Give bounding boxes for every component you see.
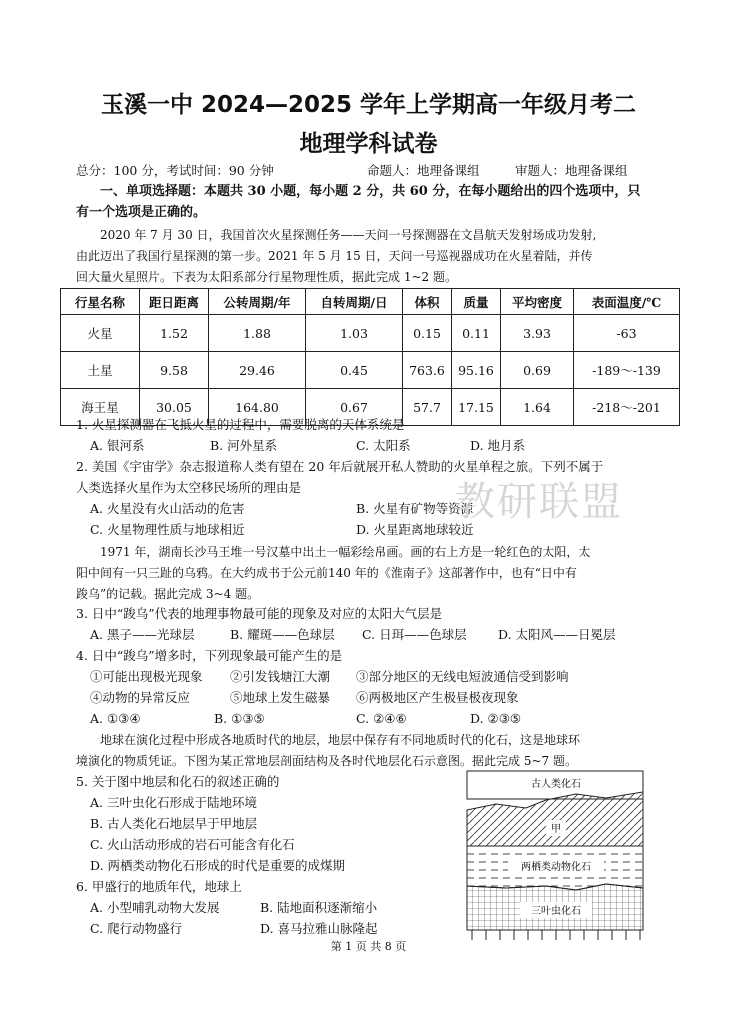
exam-author: 命题人：地理备课组 [367, 163, 480, 178]
table-cell: 1.64 [501, 389, 574, 426]
table-cell: 1.88 [209, 315, 306, 352]
q6-stem: 6. 甲盛行的地质年代，地球上 [76, 879, 242, 894]
q5-stem: 5. 关于图中地层和化石的叙述正确的 [76, 774, 280, 789]
table-cell: 29.46 [209, 352, 306, 389]
label-amphibian-fossil: 两栖类动物化石 [521, 862, 591, 873]
table-cell: 火星 [61, 315, 140, 352]
q6-option-c: C. 爬行动物盛行 [90, 921, 183, 936]
exam-subtitle: 地理学科试卷 [299, 131, 438, 157]
table-cell: 0.45 [306, 352, 403, 389]
q5-option-c: C. 火山活动形成的岩石可能含有化石 [90, 837, 295, 852]
intro3-line2: 境演化的物质凭证。下图为某正常地层剖面结构及各时代地层化石示意图。据此完成 5~7 题。 [76, 754, 577, 768]
table-cell: 164.80 [209, 389, 306, 426]
planet-table [60, 288, 680, 426]
exam-info-left: 总分：100 分，考试时间：90 分钟 [76, 163, 274, 178]
table-header-row [61, 289, 680, 315]
q5-option-a: A. 三叶虫化石形成于陆地环境 [90, 795, 257, 810]
q1-option-b: B. 河外星系 [210, 438, 278, 453]
q4-statement-3: ③部分地区的无线电短波通信受到影响 [356, 669, 569, 684]
q4-option-b: B. ①③⑤ [214, 711, 265, 726]
intro2-line2: 阳中间有一只三趾的乌鸦。在大约成书于公元前140 年的《淮南子》这部著作中，也有“日中有 [76, 566, 577, 580]
q2-option-b: B. 火星有矿物等资源 [356, 501, 474, 516]
table-cell: 1.52 [140, 315, 209, 352]
q1-option-c: C. 太阳系 [356, 438, 411, 453]
q6-option-d: D. 喜马拉雅山脉隆起 [260, 921, 378, 936]
q4-option-d: D. ②③⑤ [470, 711, 522, 726]
intro1-line2: 由此迈出了我国行星探测的第一步。2021 年 5 月 15 日，天问一号巡视器成功在火星着陆，并传 [76, 249, 593, 263]
table-cell: -189～-139 [574, 352, 680, 389]
q1-option-a: A. 银河系 [90, 438, 145, 453]
q2-stem-l2: 人类选择火星作为太空移民场所的理由是 [76, 480, 302, 495]
q6-option-b: B. 陆地面积逐渐缩小 [260, 900, 378, 915]
q3-option-b: B. 耀斑——色球层 [230, 627, 335, 642]
q3-option-d: D. 太阳风——日冕层 [498, 627, 616, 642]
table-header: 自转周期/日 [306, 289, 403, 315]
table-cell: -218～-201 [574, 389, 680, 426]
exam-reviewer: 审题人：地理备课组 [515, 163, 628, 178]
intro1-line1: 2020 年 7 月 30 日，我国首次火星探测任务——天问一号探测器在文昌航天发射场成功发射, [100, 228, 597, 242]
q4-stem: 4. 日中“踆乌”增多时，下列现象最可能产生的是 [76, 648, 343, 663]
intro2-line3: 踆乌”的记载。据此完成 3~4 题。 [76, 587, 260, 601]
table-cell: 0.11 [452, 315, 501, 352]
table-cell: 763.6 [403, 352, 452, 389]
q4-option-a: A. ①③④ [90, 711, 141, 726]
q4-statement-6: ⑥两极地区产生极昼极夜现象 [356, 690, 519, 705]
stratum-jia [467, 792, 643, 846]
table-cell: 0.69 [501, 352, 574, 389]
intro1-line3: 回大量火星照片。下表为太阳系部分行星物理性质，据此完成 1~2 题。 [76, 270, 457, 284]
table-header: 行星名称 [61, 289, 140, 315]
table-cell: 海王星 [61, 389, 140, 426]
q4-statement-5: ⑤地球上发生磁暴 [230, 690, 331, 705]
table-header: 质量 [452, 289, 501, 315]
table-header: 表面温度/℃ [574, 289, 680, 315]
table-header: 公转周期/年 [209, 289, 306, 315]
watermark: 教研联盟 [455, 479, 623, 525]
label-jia: 甲 [551, 824, 561, 835]
table-cell: 3.93 [501, 315, 574, 352]
q2-option-a: A. 火星没有火山活动的危害 [90, 501, 245, 516]
q2-stem-l1: 2. 美国《宇宙学》杂志报道称人类有望在 20 年后就展开私人赞助的火星单程之旅。下列不属于 [76, 459, 604, 474]
exam-title: 玉溪一中 2024—2025 学年上学期高一年级月考二 [100, 92, 637, 118]
q3-option-a: A. 黑子——光球层 [90, 627, 195, 642]
intro3-line1: 地球在演化过程中形成各地质时代的地层，地层中保存有不同地质时代的化石，这是地球环 [100, 733, 581, 747]
q2-option-c: C. 火星物理性质与地球相近 [90, 522, 245, 537]
table-cell: -63 [574, 315, 680, 352]
q5-option-b: B. 古人类化石地层早于甲地层 [90, 816, 258, 831]
section-heading-cont: 有一个选项是正确的。 [76, 205, 207, 220]
label-human-fossil: 古人类化石 [531, 779, 581, 790]
table-cell: 土星 [61, 352, 140, 389]
q2-option-d: D. 火星距离地球较近 [356, 522, 474, 537]
section-heading: 一、单项选择题：本题共 30 小题，每小题 2 分，共 60 分，在每小题给出的四个选项中，只 [100, 184, 641, 199]
q4-statement-4: ④动物的异常反应 [90, 690, 191, 705]
intro2-line1: 1971 年，湖南长沙马王堆一号汉墓中出土一幅彩绘帛画。画的右上方是一轮红色的太阳，太 [100, 545, 591, 559]
strata-figure [466, 770, 646, 942]
table-cell: 57.7 [403, 389, 452, 426]
table-header: 距日距离 [140, 289, 209, 315]
table-cell: 9.58 [140, 352, 209, 389]
page-footer: 第 1 页 共 8 页 [330, 940, 407, 953]
q3-stem: 3. 日中“踆乌”代表的地理事物最可能的现象及对应的太阳大气层是 [76, 606, 443, 621]
q5-option-d: D. 两栖类动物化石形成的时代是重要的成煤期 [90, 858, 346, 873]
table-cell: 1.03 [306, 315, 403, 352]
table-row [61, 352, 680, 389]
table-cell: 30.05 [140, 389, 209, 426]
q3-option-c: C. 日珥——色球层 [362, 627, 467, 642]
q6-option-a: A. 小型哺乳动物大发展 [90, 900, 220, 915]
q4-statement-1: ①可能出现极光现象 [90, 669, 203, 684]
table-header: 平均密度 [501, 289, 574, 315]
table-header: 体积 [403, 289, 452, 315]
table-cell: 0.67 [306, 389, 403, 426]
table-cell: 95.16 [452, 352, 501, 389]
q1-option-d: D. 地月系 [470, 438, 526, 453]
q1-stem: 1. 火星探测器在飞抵火星的过程中，需要脱离的天体系统是 [76, 417, 405, 432]
label-trilobite-fossil: 三叶虫化石 [531, 906, 581, 917]
q4-option-c: C. ②④⑥ [356, 711, 407, 726]
table-cell: 0.15 [403, 315, 452, 352]
table-row [61, 315, 680, 352]
table-cell: 17.15 [452, 389, 501, 426]
q4-statement-2: ②引发钱塘江大潮 [230, 669, 331, 684]
